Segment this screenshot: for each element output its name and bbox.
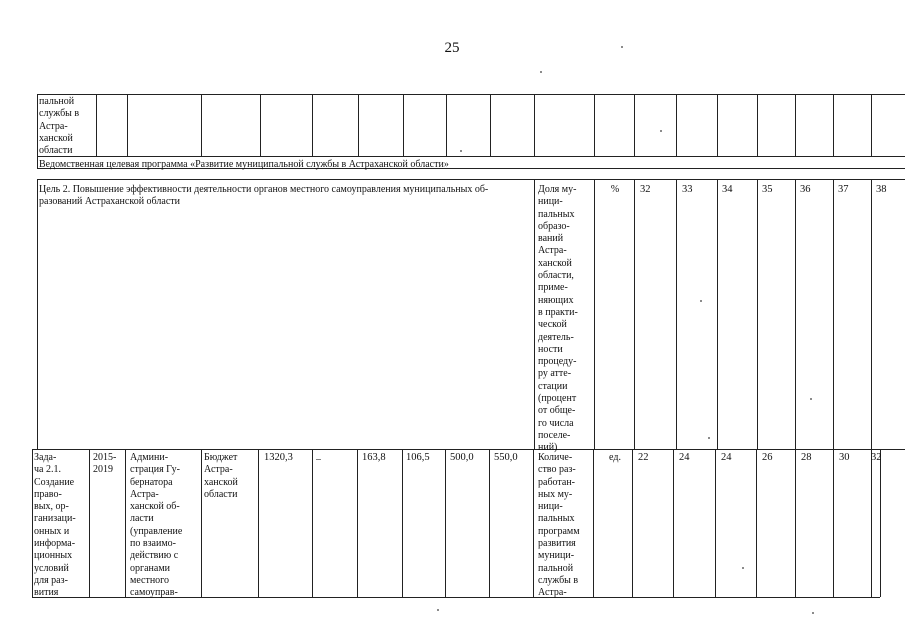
task-value-5: 28: [801, 452, 812, 463]
goal-indicator: [538, 184, 590, 455]
text-line: самоуправ-: [130, 587, 178, 599]
text-line: ганизаци-: [34, 513, 76, 525]
task-period: 2015- 2019: [93, 452, 117, 476]
text-line: Создание: [34, 476, 75, 488]
text-line: Бюджет: [204, 452, 238, 463]
table-rule: [676, 94, 677, 156]
table-rule: [37, 94, 38, 156]
text-line: стации: [538, 380, 568, 392]
table-rule: [446, 94, 447, 156]
text-line: области: [204, 488, 238, 500]
text-line: для раз-: [34, 574, 68, 586]
table-rule: [795, 449, 796, 597]
text-line: в практи-: [538, 306, 578, 318]
table-rule: [673, 449, 674, 597]
table-rule: [445, 449, 446, 597]
task-2016: 163,8: [362, 452, 386, 463]
text-line: действию с: [130, 550, 179, 562]
text-line: от обще-: [538, 405, 576, 417]
table-rule: [833, 94, 834, 156]
text-line: вития: [34, 587, 59, 599]
text-line: ваний: [538, 233, 564, 245]
table-rule: [258, 449, 259, 597]
text-line: ство раз-: [538, 464, 576, 476]
table-rule: [715, 449, 716, 597]
table-rule: [490, 94, 491, 156]
text-line: приме-: [538, 282, 568, 294]
table-rule: [125, 449, 126, 597]
scan-speck: [437, 609, 439, 611]
text-line: ний): [538, 442, 558, 454]
goal-value-3: 34: [722, 184, 733, 195]
table-rule: [127, 94, 128, 156]
text-line: Доля му-: [538, 184, 577, 195]
goal-value-4: 35: [762, 184, 773, 195]
text-line: области,: [538, 270, 574, 282]
scan-speck: [700, 300, 702, 302]
text-line: Астра-: [204, 464, 233, 476]
page-number: 25: [444, 40, 460, 56]
task-value-3: 24: [721, 452, 732, 463]
table-rule: [260, 94, 261, 156]
table-rule: [312, 94, 313, 156]
text-line: (управление: [130, 525, 183, 537]
task-value-4: 26: [762, 452, 773, 463]
task-2018: 500,0: [450, 452, 474, 463]
table-rule: [32, 449, 33, 597]
text-line: пальных: [538, 513, 575, 525]
table-rule: [489, 449, 490, 597]
table-rule: [201, 449, 202, 597]
scan-speck: [742, 567, 744, 569]
table-rule: [201, 94, 202, 156]
text-line: пальной: [538, 562, 574, 574]
text-line: ници-: [538, 501, 563, 513]
table-rule: [37, 179, 38, 449]
text-line: условий: [34, 562, 69, 574]
table-rule: [96, 94, 97, 156]
text-line: ческой: [538, 319, 567, 331]
text-line: ча 2.1.: [34, 464, 61, 476]
table-rule: [632, 449, 633, 597]
text-line: Количе-: [538, 452, 573, 463]
text-line: вых, ор-: [34, 501, 69, 513]
text-line: процеду-: [538, 356, 577, 368]
table-rule: [89, 449, 90, 597]
scan-speck: [621, 46, 623, 48]
scan-speck: [540, 71, 542, 73]
table-rule: [357, 449, 358, 597]
row1-label: пальной службы в Астра- ханской области: [39, 96, 80, 157]
table-rule: [871, 449, 872, 597]
text-line: няющих: [538, 294, 574, 306]
text-line: развития: [538, 538, 576, 550]
text-line: поселе-: [538, 429, 571, 441]
table-rule: [534, 179, 535, 449]
table-rule: [795, 94, 796, 156]
text-line: (процент: [538, 393, 577, 405]
text-line: ханской: [204, 476, 238, 488]
task-total: 1320,3: [264, 452, 293, 463]
table-rule: [757, 94, 758, 156]
task-label: [34, 452, 85, 600]
table-rule: [594, 179, 595, 449]
task-indicator: [538, 452, 590, 600]
task-2017: 106,5: [406, 452, 430, 463]
table-rule: [795, 179, 796, 449]
text-line: по взаимо-: [130, 538, 176, 550]
text-line: местного: [130, 574, 170, 586]
text-line: Админи-: [130, 452, 169, 463]
table-rule: [37, 156, 905, 157]
table-rule: [756, 449, 757, 597]
table-rule: [871, 179, 872, 449]
scan-speck: [812, 612, 814, 614]
text-line: онных и: [34, 525, 70, 537]
table-rule: [593, 449, 594, 597]
table-rule: [32, 449, 905, 450]
task-value-6: 30: [839, 452, 850, 463]
scan-speck: [708, 437, 710, 439]
table-rule: [402, 449, 403, 597]
text-line: работан-: [538, 476, 576, 488]
text-line: право-: [34, 488, 62, 500]
text-line: ных му-: [538, 488, 573, 500]
text-line: деятель-: [538, 331, 574, 343]
goal-value-2: 33: [682, 184, 693, 195]
text-line: Астра-: [538, 245, 567, 257]
text-line: ру атте-: [538, 368, 572, 380]
text-line: Астра-: [538, 587, 567, 599]
table-rule: [533, 449, 534, 597]
text-line: ханской об-: [130, 501, 180, 513]
task-value-7: 32: [871, 452, 882, 463]
table-rule: [594, 94, 595, 156]
text-line: пальных: [538, 208, 575, 220]
text-line: ласти: [130, 513, 154, 525]
goal-value-7: 38: [876, 184, 887, 195]
scan-speck: [810, 398, 812, 400]
task-unit: ед.: [609, 452, 621, 463]
table-rule: [833, 179, 834, 449]
table-rule: [312, 449, 313, 597]
scan-speck: [660, 130, 662, 132]
goal-value-1: 32: [640, 184, 651, 195]
table-rule: [676, 179, 677, 449]
table-rule: [833, 449, 834, 597]
table-rule: [358, 94, 359, 156]
text-line: образо-: [538, 220, 570, 232]
text-line: Астра-: [130, 488, 159, 500]
task-2015: _: [316, 450, 322, 461]
text-line: ници-: [538, 196, 563, 208]
task-executor: [130, 452, 194, 600]
table-rule: [634, 179, 635, 449]
text-line: программ: [538, 525, 580, 537]
task-source: [204, 452, 252, 501]
text-line: службы в: [538, 574, 579, 586]
table-rule: [717, 94, 718, 156]
text-line: муници-: [538, 550, 575, 562]
table-rule: [403, 94, 404, 156]
text-line: бернатора: [130, 476, 173, 488]
table-rule: [37, 156, 38, 168]
table-rule: [880, 449, 881, 597]
text-line: ности: [538, 343, 563, 355]
goal-value-5: 36: [800, 184, 811, 195]
table-rule: [634, 94, 635, 156]
text-line: го числа: [538, 417, 574, 429]
goal-value-6: 37: [838, 184, 849, 195]
goal-text: Цель 2. Повышение эффективности деятельности органов местного самоуправления муниципальных об- разований Астраханской области: [39, 184, 489, 208]
task-value-2: 24: [679, 452, 690, 463]
text-line: страция Гу-: [130, 464, 180, 476]
text-line: ханской: [538, 257, 572, 269]
table-rule: [717, 179, 718, 449]
task-value-1: 22: [638, 452, 649, 463]
task-2019: 550,0: [494, 452, 518, 463]
table-rule: [37, 179, 905, 180]
scan-speck: [460, 150, 462, 152]
program-title: Ведомственная целевая программа «Развитие муниципальной службы в Астраханской области»: [39, 159, 449, 170]
table-rule: [871, 94, 872, 156]
table-rule: [757, 179, 758, 449]
goal-unit: %: [610, 184, 620, 195]
text-line: ционных: [34, 550, 73, 562]
text-line: информа-: [34, 538, 76, 550]
text-line: Зада-: [34, 452, 57, 463]
table-rule: [534, 94, 535, 156]
text-line: органами: [130, 562, 171, 574]
table-rule: [37, 94, 905, 95]
